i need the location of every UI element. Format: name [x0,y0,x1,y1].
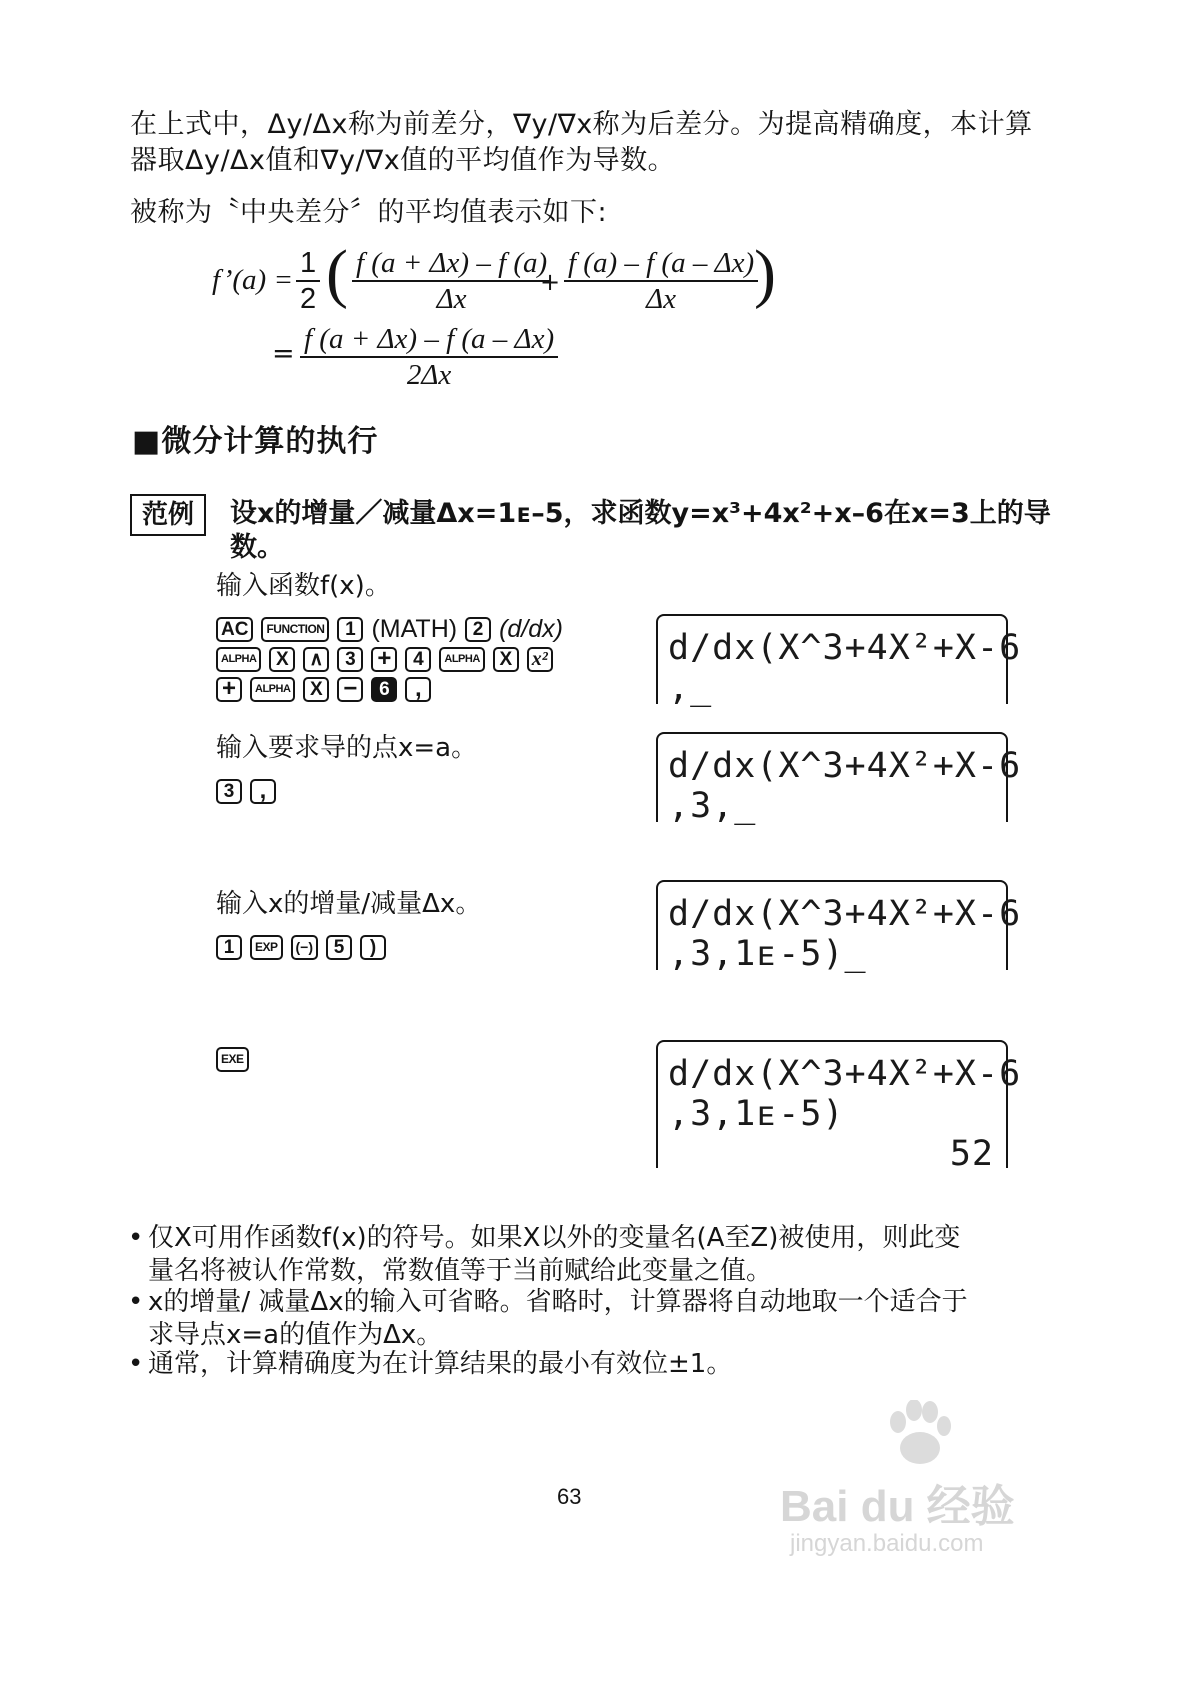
lcd-display-step-3 [656,880,1022,974]
lcd-line: d/dx(X^3+4X²+X-6 [668,894,1022,934]
lcd-display-step-4 [656,1040,1022,1174]
formula-backward-fraction [564,246,758,316]
formula-plus: + [540,268,561,296]
key-function[interactable]: FUNCTION [261,617,329,642]
formula-forward-fraction [352,246,551,316]
paw-icon [880,1400,960,1470]
key-x[interactable]: X [269,647,295,672]
lcd-display-step-1 [656,614,1022,708]
formula-half [296,246,320,316]
step-2-label: 输入要求导的点x=a。 [216,733,478,763]
key-row [216,932,386,962]
lcd-line: d/dx(X^3+4X²+X-6 [668,746,1022,786]
watermark-brand: Bai du 经验 [780,1482,1015,1531]
note-line: 量名将被认作常数，常数值等于当前赋给此变量之值。 [148,1256,773,1286]
key-alpha[interactable]: ALPHA [216,647,261,672]
step-1-label: 输入函数f(x)。 [216,571,391,601]
key-1[interactable]: 1 [337,617,363,642]
formula-forward-numerator: f (a + Δx) – f (a) [356,247,548,279]
key-ac[interactable]: AC [216,617,253,642]
lcd-line: ,3,1ᴇ-5)_ [668,934,867,974]
intro-line-1: 在上式中，Δy/Δx称为前差分，∇y/∇x称为后差分。为提高精确度，本计算 [130,109,1033,140]
note-line: 通常，计算精确度为在计算结果的最小有效位±1。 [148,1349,733,1379]
key-x[interactable]: X [493,647,519,672]
key-exp[interactable]: EXP [250,935,283,960]
key-row [216,644,563,674]
key-2[interactable]: 2 [465,617,491,642]
formula-half-denominator: 2 [300,283,317,315]
key-5[interactable]: 5 [326,935,352,960]
formula-forward-denominator: Δx [436,283,467,315]
key-6[interactable]: 6 [371,677,397,702]
lcd-line: d/dx(X^3+4X²+X-6 [668,628,1022,668]
formula-backward-numerator: f (a) – f (a – Δx) [568,247,755,279]
key-annotation-ddx: (d/dx) [499,614,563,643]
step-3-label: 输入x的增量/减量Δx。 [216,889,482,919]
key-row [216,674,563,704]
note-item [128,1286,1028,1352]
formula-central-fraction [300,322,558,392]
key-comma[interactable]: , [250,779,276,804]
key-1[interactable]: 1 [216,935,242,960]
key-3[interactable]: 3 [216,779,242,804]
formula-backward-denominator: Δx [646,283,677,315]
intro-line-3: 被称为〝中央差分〞的平均值表示如下: [130,197,608,228]
key-annotation-math: (MATH) [371,614,458,643]
key-alpha[interactable]: ALPHA [439,647,484,672]
intro-line-2: 器取Δy/Δx值和∇y/∇x值的平均值作为导数。 [130,145,676,176]
note-item [128,1348,1028,1381]
key-row [216,776,276,806]
key-x[interactable]: X [303,677,329,702]
key-row [216,614,563,644]
example-tag: 范例 [130,494,206,536]
example-text-line-2: 数。 [230,532,284,563]
formula-left-paren: ( [326,237,348,310]
lcd-line: ,3,1ᴇ-5) [668,1094,845,1134]
key-alpha[interactable]: ALPHA [250,677,295,702]
note-line: x的增量/ 减量Δx的输入可省略。省略时，计算器将自动地取一个适合于 [148,1287,968,1317]
key-close-paren[interactable]: ) [360,935,386,960]
lcd-result: 52 [949,1134,994,1174]
key-power[interactable]: ∧ [303,647,329,672]
bullet-dot: • [128,1287,144,1317]
lcd-line: ,3,_ [668,786,757,826]
key-plus[interactable]: + [216,677,242,702]
step-4-keys [216,1044,249,1074]
key-minus[interactable]: − [337,677,363,702]
note-line: 求导点x=a的值作为Δx。 [148,1320,443,1350]
step-3-keys [216,932,386,962]
formula-half-numerator: 1 [300,247,317,279]
key-comma[interactable]: , [405,677,431,702]
bullet-dot: • [128,1223,144,1253]
section-heading: ■微分计算的执行 [132,424,379,459]
note-line: 仅X可用作函数f(x)的符号。如果X以外的变量名(A至Z)被使用，则此变 [148,1223,961,1253]
lcd-display-step-2 [656,732,1022,826]
note-item [128,1222,1028,1288]
lcd-line: ,_ [668,668,713,708]
bullet-dot: • [128,1349,144,1379]
watermark [780,1400,1080,1600]
formula-equals-2: = [272,338,295,369]
step-1-keys [216,614,563,704]
formula-central-denominator: 2Δx [406,359,452,391]
formula-right-paren: ) [754,237,776,310]
key-x-squared[interactable]: x² [527,647,553,672]
formula-central-numerator: f (a + Δx) – f (a – Δx) [304,323,555,355]
key-row [216,1044,249,1074]
page-number: 63 [557,1484,582,1509]
lcd-line: d/dx(X^3+4X²+X-6 [668,1054,1022,1094]
key-plus[interactable]: + [371,647,397,672]
key-3[interactable]: 3 [337,647,363,672]
key-exe[interactable]: EXE [216,1047,249,1072]
example-text-line-1: 设x的增量／减量Δx=1ᴇ–5，求函数y=x³+4x²+x–6在x=3上的导 [230,498,1051,529]
watermark-url: jingyan.baidu.com [790,1530,984,1557]
key-negative[interactable]: (−) [291,935,319,960]
key-4[interactable]: 4 [405,647,431,672]
step-2-keys [216,776,276,806]
formula-lhs: f’(a) = [212,264,294,296]
